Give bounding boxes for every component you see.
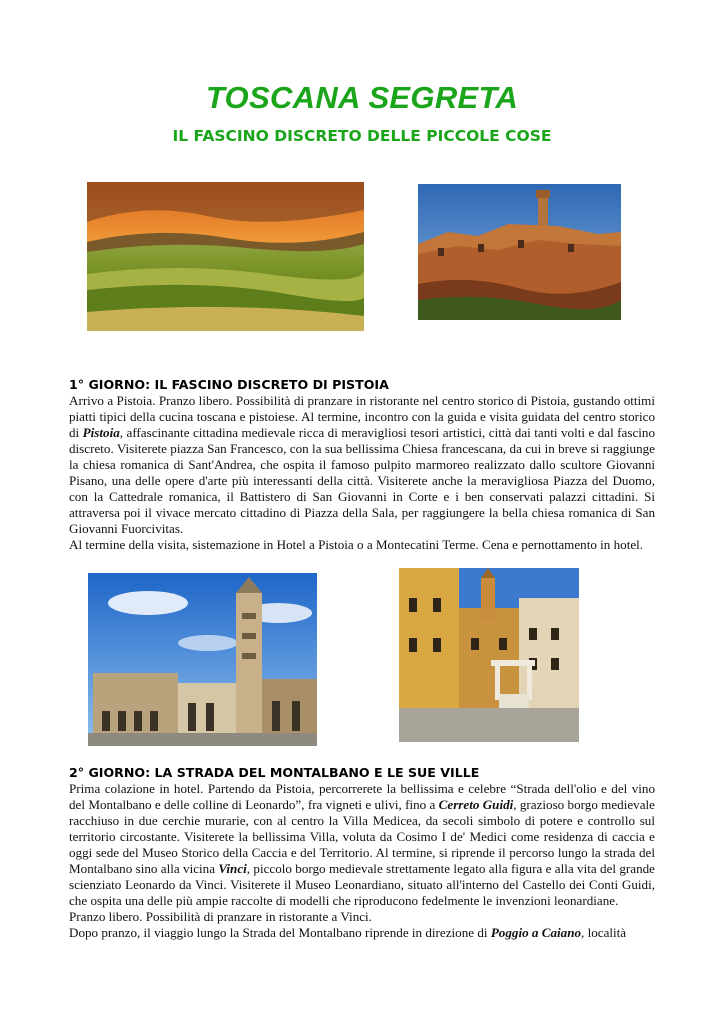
day2-heading: 2° GIORNO: LA STRADA DEL MONTALBANO E LE SUE VILLE xyxy=(69,765,480,780)
document-title: TOSCANA SEGRETA xyxy=(205,80,519,115)
day2-text xyxy=(69,781,655,941)
day2-paragraph-2: Pranzo libero. Possibilità di pranzare in ristorante a Vinci. xyxy=(69,909,372,924)
day2-paragraph-3: Dopo pranzo, il viaggio lungo la Strada del Montalbano riprende in direzione di Poggio a Caiano, località xyxy=(69,925,627,940)
day1-heading: 1° GIORNO: IL FASCINO DISCRETO DI PISTOIA xyxy=(69,377,389,392)
document-subtitle: IL FASCINO DISCRETO DELLE PICCOLE COSE xyxy=(172,127,552,145)
day1-paragraph-2: Al termine della visita, sistemazione in Hotel a Pistoia o a Montecatini Terme. Cena e pernottamento in hotel. xyxy=(69,537,644,552)
day1-text xyxy=(69,393,655,553)
piazza-sala-photo xyxy=(399,568,579,742)
day2-paragraph-1: Prima colazione in hotel. Partendo da Pistoia, percorrerete la bellissima e celebre “Strada dell'olio e del vino del Montalbano e delle colline di Leonardo”, fra vigneti e ulivi, fino a Cerreto Guidi, grazioso borgo medievale racchiuso in due cerchie murarie, con al centro la Villa Medicea, da secoli simbolo di potere e controllo sul territorio circostante. Visiterete la bellissima Villa, voluta da Cosimo I de' Medici come residenza di caccia e oggi sede del Museo Storico della Caccia e del Territorio. Al termine, si riprende il percorso lungo la strada del Montalbano sino alla vicina Vinci, piccolo borgo medievale strettamente legato alla figura e alla vita del grande scienziato Leonardo da Vinci. Visiterete il Museo Leonardiano, situato all'interno del Castello dei Conti Guidi, che ospita una delle più ampie raccolte di modelli che riproducono fedelmente le invenzioni leonardiane. xyxy=(69,781,655,908)
hilltop-village-photo xyxy=(418,184,621,320)
sunset-hills-photo xyxy=(87,182,364,331)
pistoia-cathedral-photo xyxy=(88,573,317,746)
day1-paragraph-1: Arrivo a Pistoia. Pranzo libero. Possibilità di pranzare in ristorante nel centro storico di Pistoia, gustando ottimi piatti tipici della cucina toscana e pistoiese. Al termine, incontro con la guida e visita guidata del centro storico di Pistoia, affascinante cittadina medievale ricca di meravigliosi tesori artistici, città dai tanti volti e dal fascino discreto. Visiterete piazza San Francesco, con la sua bellissima Chiesa francescana, da cui in breve si raggiunge la chiesa romanica di Sant'Andrea, che ospita il famoso pulpito marmoreo realizzato dallo scultore Giovanni Pisano, una delle opere d'arte più interessanti della città. Visiterete anche la meravigliosa Piazza del Duomo, con la Cattedrale romanica, il Battistero di San Giovanni in Corte e i ben conservati palazzi cittadini. Si attraversa poi il vivace mercato cittadino di Piazza della Sala, per raggiungere la bella chiesa romanica di San Giovanni Fuorcivitas. xyxy=(69,393,655,536)
